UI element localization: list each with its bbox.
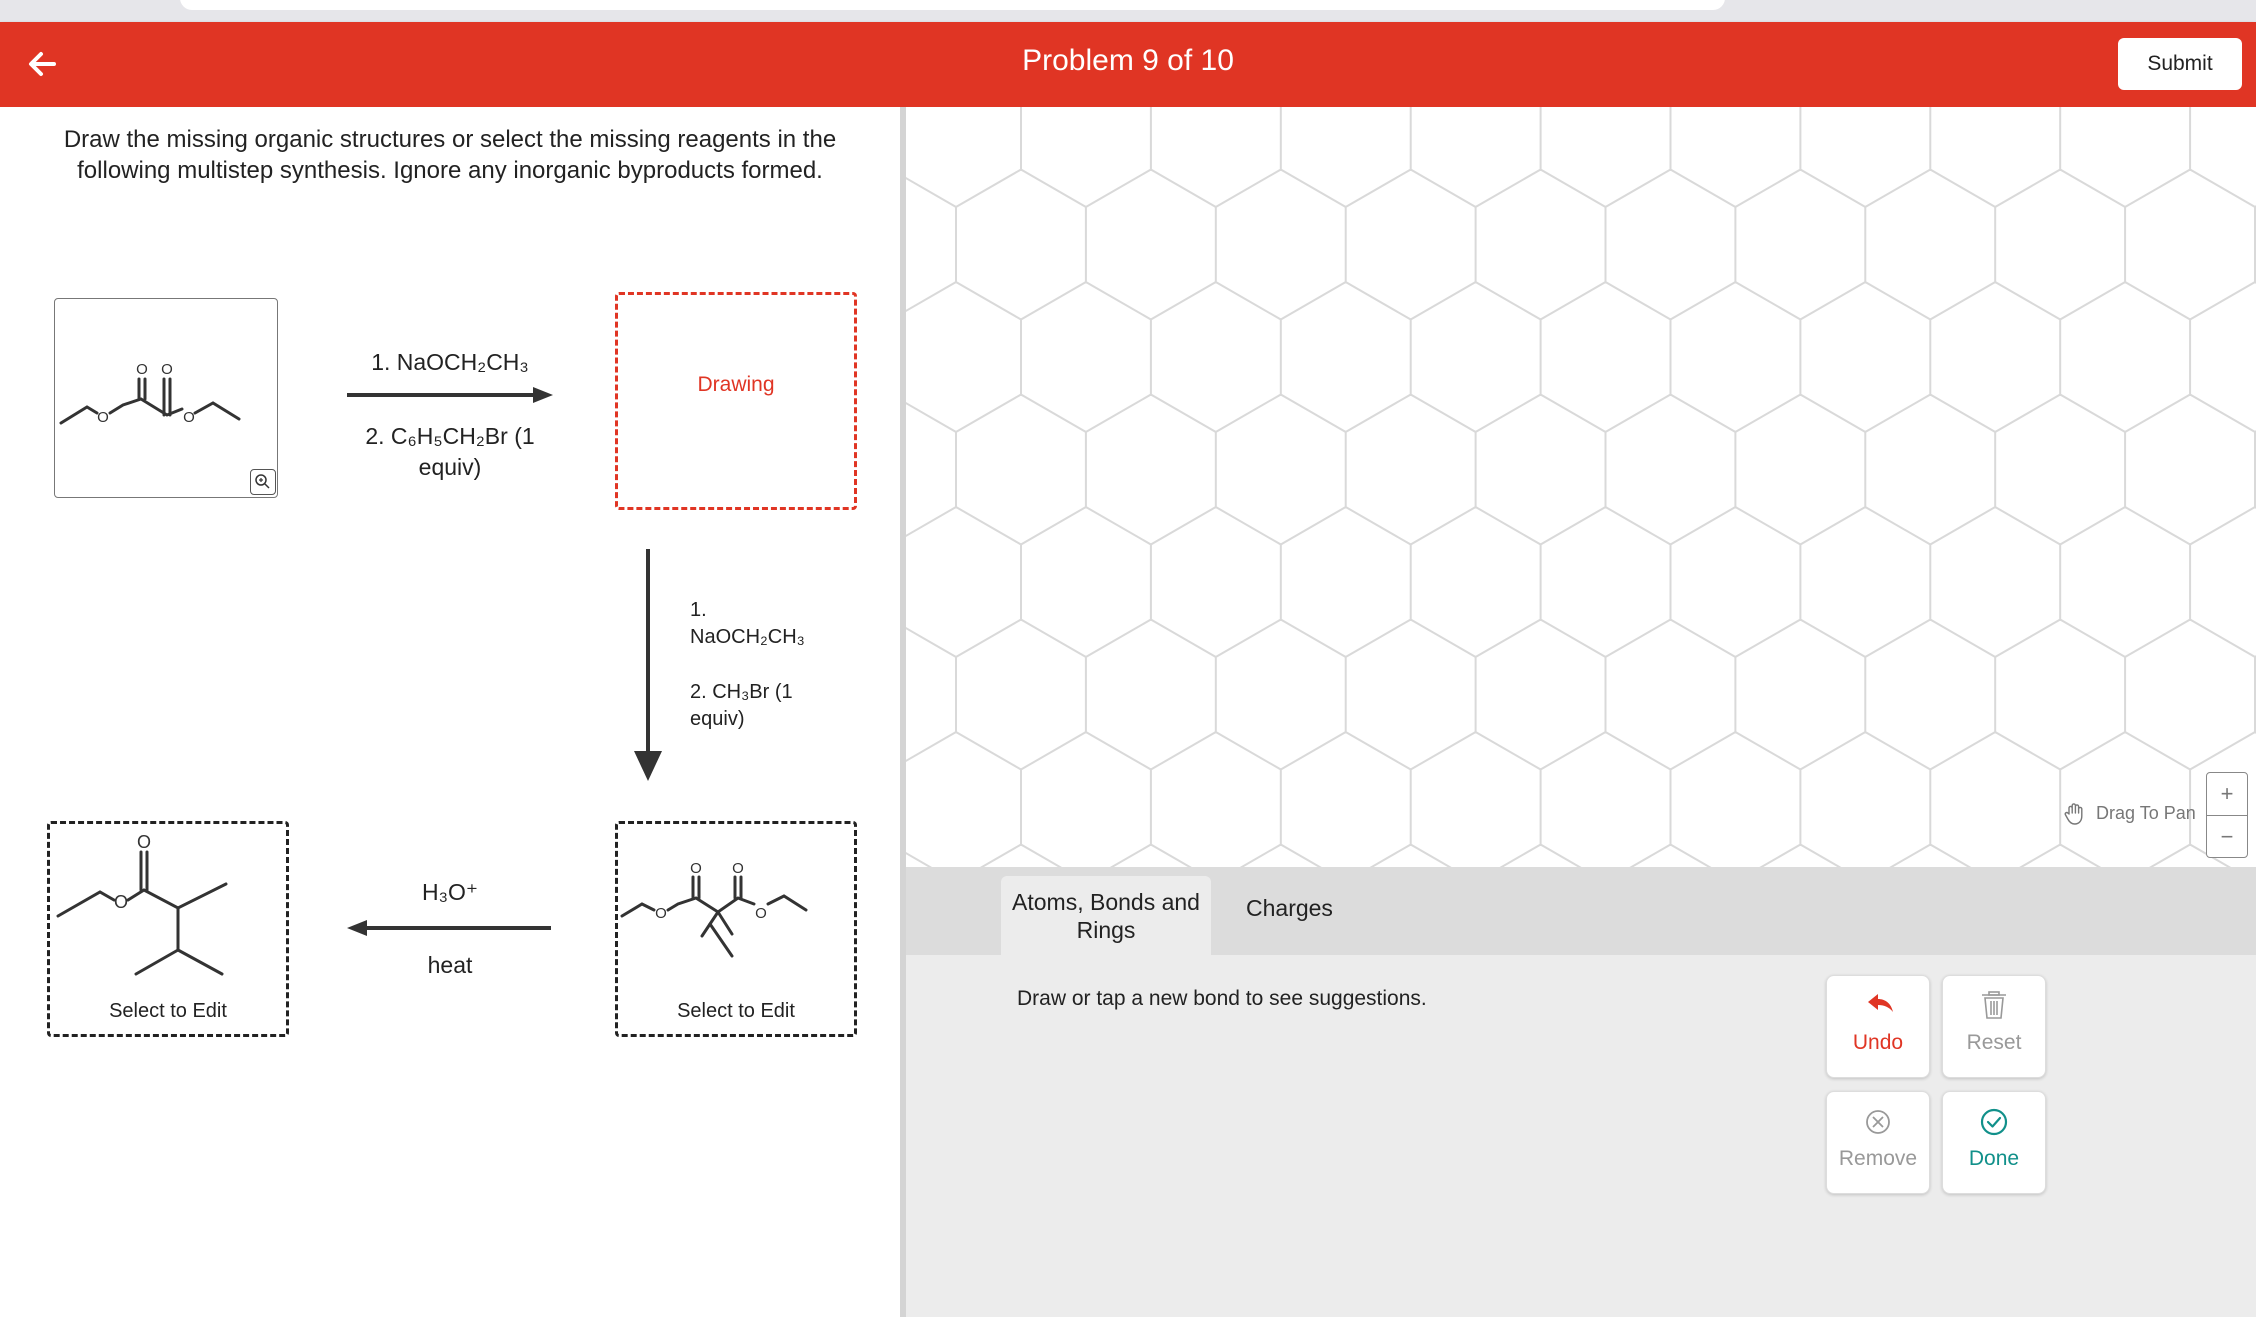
atom-label-o: O: [183, 409, 195, 426]
atom-label-o: O: [136, 361, 148, 378]
address-bar[interactable]: [180, 0, 1725, 10]
atom-label-o: O: [732, 860, 744, 877]
remove-button[interactable]: [1826, 1091, 1930, 1194]
header-bar: [0, 22, 2256, 107]
step1-reagent-2[interactable]: 2. C₆H₅CH₂Br (1 equiv): [365, 423, 535, 480]
step3-reagent-1[interactable]: H₃O⁺: [421, 879, 478, 905]
magnify-icon: [251, 470, 275, 494]
undo-label: Undo: [1852, 1031, 1904, 1054]
check-circle-icon: [1943, 1106, 2045, 1136]
instructions-text: Draw the missing organic structures or select the missing reagents in the following multistep synthesis. Ignore any inorganic byproducts formed.: [63, 126, 837, 184]
zoom-control: [2206, 772, 2248, 858]
step2-reagent-1-number[interactable]: 1.: [690, 599, 707, 621]
drawing-box-label: Drawing: [697, 373, 775, 396]
atom-label-o: O: [655, 905, 667, 922]
select-to-edit-label: Select to Edit: [677, 1000, 795, 1022]
drag-to-pan[interactable]: [2062, 800, 2196, 826]
suggestion-hint: Draw or tap a new bond to see suggestions.: [1017, 987, 1427, 1010]
reset-button[interactable]: [1942, 975, 2046, 1078]
atom-label-o: O: [690, 860, 702, 877]
tool-panel: [906, 955, 2256, 1317]
reaction-arrow-left: [345, 918, 555, 938]
tab-charges[interactable]: Charges: [1246, 895, 1333, 921]
select-to-edit-label: Select to Edit: [109, 1000, 227, 1022]
page-title: Problem 9 of 10: [1022, 44, 1234, 77]
done-button[interactable]: [1942, 1091, 2046, 1194]
zoom-structure-button[interactable]: [250, 469, 276, 495]
drawing-canvas[interactable]: [906, 107, 2256, 867]
step2-reagent-1[interactable]: NaOCH₂CH₃: [690, 626, 805, 648]
remove-label: Remove: [1838, 1147, 1918, 1170]
step3-reagent-2[interactable]: heat: [427, 952, 473, 978]
final-ester-structure: [50, 824, 286, 994]
zoom-in-button[interactable]: +: [2207, 773, 2247, 816]
done-label: Done: [1968, 1147, 2020, 1170]
dialkylated-product-box[interactable]: [615, 821, 857, 1037]
step2-reagent-2[interactable]: 2. CH₃Br (1 equiv): [690, 681, 793, 730]
atom-label-o: O: [161, 361, 173, 378]
atom-label-o: O: [755, 905, 767, 922]
close-circle-icon: [1827, 1106, 1929, 1136]
starting-material-box: [54, 298, 278, 498]
hand-icon: [2062, 800, 2088, 826]
atom-label-o: O: [136, 832, 152, 852]
reset-label: Reset: [1966, 1031, 2022, 1054]
step1-reagent-1[interactable]: 1. NaOCH₂CH₃: [371, 349, 529, 375]
final-product-box[interactable]: [47, 821, 289, 1037]
atom-label-o: O: [113, 892, 129, 912]
trash-icon: [1943, 990, 2045, 1020]
undo-icon: [1827, 990, 1929, 1020]
tool-tabs: [906, 867, 2256, 955]
dialkylated-malonate-structure: [618, 824, 854, 984]
diethyl-malonate-structure: [55, 299, 277, 497]
undo-button[interactable]: [1826, 975, 1930, 1078]
hex-grid-lines: [906, 107, 2256, 867]
reaction-arrow-right: [345, 385, 555, 405]
drag-to-pan-label: Drag To Pan: [2096, 802, 2196, 823]
zoom-out-button[interactable]: −: [2220, 824, 2234, 849]
tab-atoms-bonds-rings[interactable]: Atoms, Bonds and Rings: [1001, 876, 1211, 955]
drawing-answer-box[interactable]: [615, 292, 857, 510]
atom-label-o: O: [97, 409, 109, 426]
hex-grid-background: [906, 107, 2256, 867]
browser-strip: [0, 0, 2256, 22]
problem-panel: [0, 107, 900, 1317]
submit-button[interactable]: Submit: [2118, 38, 2242, 90]
reaction-arrow-down: [632, 549, 664, 783]
